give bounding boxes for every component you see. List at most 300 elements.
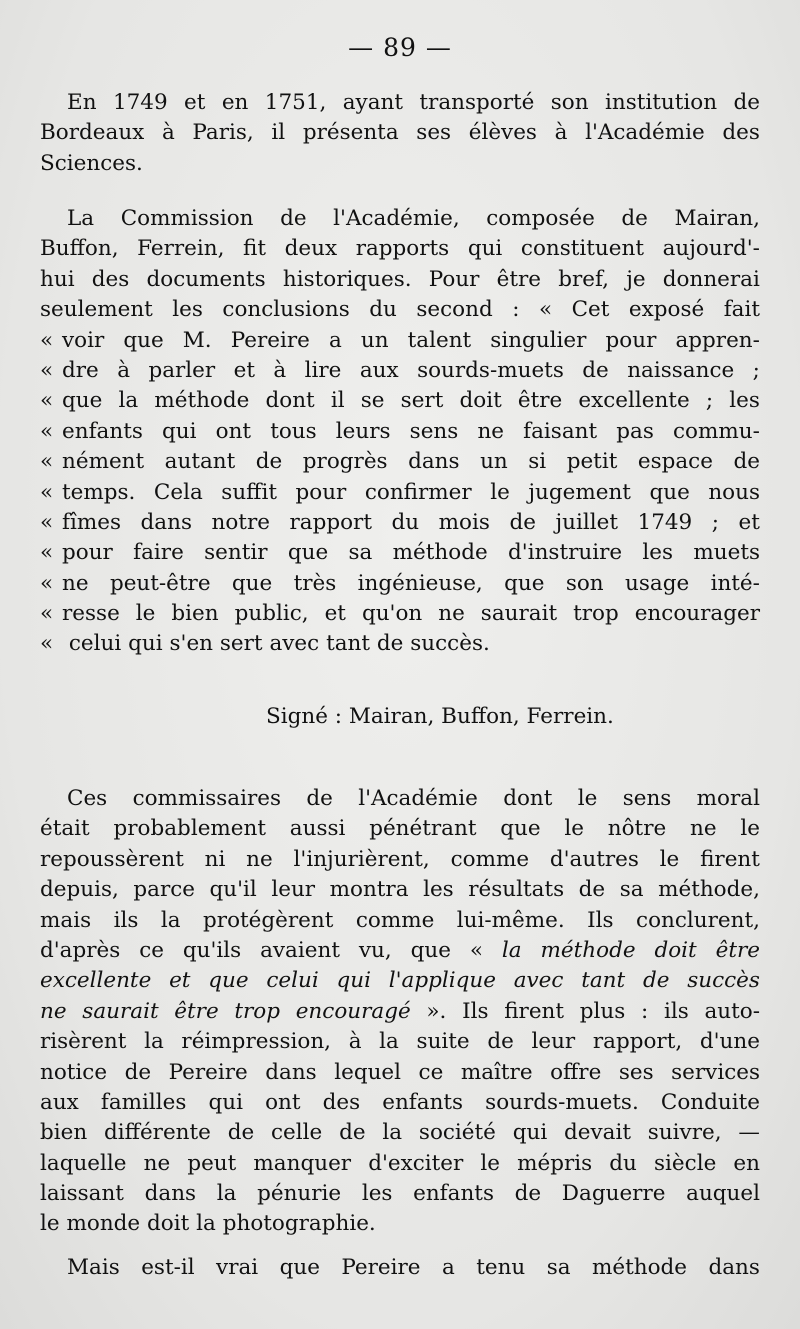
word: ; (705, 388, 714, 414)
text-line (40, 966, 760, 996)
word: les (729, 388, 760, 414)
word: qui (467, 236, 503, 262)
word: inté- (710, 570, 760, 596)
word: firent (700, 846, 760, 872)
word: maître (460, 1059, 533, 1085)
word: et (233, 357, 255, 383)
word: la (216, 1181, 237, 1207)
word: son (565, 570, 604, 596)
text-line (40, 1088, 760, 1118)
word: saurait (82, 998, 159, 1024)
word: que (279, 1255, 320, 1280)
word: voir (62, 327, 105, 353)
word: être (174, 998, 219, 1024)
word: de (255, 449, 283, 475)
word: la (118, 388, 139, 414)
word: conclusions (222, 297, 350, 323)
word: il (330, 388, 345, 414)
word: la (379, 1029, 399, 1055)
word: constituent (520, 236, 644, 262)
word: notice (40, 1059, 108, 1085)
guillemet-mark: « (40, 449, 54, 475)
word: Ils (462, 998, 489, 1024)
word: Buffon, (40, 236, 119, 262)
word: des (91, 266, 130, 292)
word: fîmes (62, 509, 121, 535)
word: pour (605, 327, 657, 353)
word: de (621, 206, 648, 231)
page-number: — 89 — (348, 33, 452, 62)
word: second (416, 297, 493, 323)
word: public, (234, 601, 309, 627)
word: rapport (289, 509, 372, 535)
word: le (480, 1150, 500, 1176)
word: encourager (634, 601, 760, 627)
word: auto- (704, 998, 760, 1024)
word: que (208, 968, 249, 994)
text-line (40, 204, 760, 234)
word: Pereire (168, 1059, 248, 1085)
word: mépris (517, 1150, 593, 1176)
word: l'Académie, (333, 206, 460, 231)
word: ne (143, 1150, 171, 1176)
word: commissaires (132, 786, 281, 811)
word: Sciences. (40, 150, 143, 176)
quoted-text (62, 478, 760, 508)
word: s'en (169, 631, 214, 657)
word: dans (140, 509, 192, 535)
word: probablement (113, 816, 267, 842)
text-line (40, 1149, 760, 1179)
word: du (391, 509, 420, 535)
word: laquelle (40, 1150, 127, 1176)
word: muets (693, 540, 760, 566)
word: la (382, 1120, 403, 1146)
word: plus (579, 998, 626, 1024)
word: à (554, 120, 568, 146)
word: avec (269, 631, 320, 657)
word: de (514, 1181, 542, 1207)
word: de (376, 631, 404, 657)
word: présenta (302, 120, 399, 146)
word: l'applique (388, 968, 496, 994)
word: que (231, 570, 273, 596)
word: être (517, 388, 563, 414)
word: Commission (120, 206, 254, 231)
word: les (172, 297, 203, 323)
word: de (227, 1120, 255, 1146)
word: 1751, (264, 90, 327, 115)
word: Cet (571, 297, 610, 323)
word: aux (359, 357, 399, 383)
text-line (40, 265, 760, 295)
word: l'Académie (585, 120, 705, 146)
word: de (306, 786, 333, 811)
word: Mairan, (674, 206, 760, 231)
word: moral (696, 786, 760, 811)
word: des (722, 120, 760, 146)
word: Pereire (341, 1255, 421, 1280)
word: parler (148, 357, 216, 383)
word: rapports (355, 236, 450, 262)
word: le (577, 786, 598, 811)
word: que (287, 540, 329, 566)
word: Cela (153, 479, 203, 505)
word: mois (438, 509, 490, 535)
word: et (184, 90, 206, 115)
word: ne (40, 998, 67, 1024)
word: offre (550, 1059, 602, 1085)
quoted-text (69, 629, 760, 659)
word: la (196, 1211, 216, 1237)
word: qu'il (209, 877, 257, 903)
paragraph-3-commissioners (40, 784, 760, 1240)
guillemet-mark: « (40, 570, 54, 596)
word: celle (271, 1120, 323, 1146)
guillemet-mark: « (40, 327, 54, 353)
guillemet-mark: « (40, 540, 54, 566)
word: repoussèrent (40, 846, 184, 872)
word: un (360, 327, 389, 353)
word: donnerai (662, 266, 760, 292)
word: des (322, 1089, 361, 1115)
text-line (40, 569, 760, 599)
text-line (40, 88, 760, 118)
word: Pereire (230, 327, 310, 353)
quoted-text (62, 417, 760, 447)
word: ne (62, 570, 89, 596)
word: qu'ils (182, 937, 242, 963)
word: leur (271, 877, 316, 903)
word: nous (708, 479, 760, 505)
word: avec (513, 968, 564, 994)
word: devait (564, 1120, 631, 1146)
word: méthode (540, 937, 636, 963)
word: historiques. (282, 266, 412, 292)
word: et (738, 509, 760, 535)
word: à (117, 357, 131, 383)
text-line (40, 447, 760, 477)
word: bien (40, 1120, 88, 1146)
text-line (40, 118, 760, 148)
word: Ferrein, (137, 236, 225, 262)
word: que (500, 816, 541, 842)
word: auquel (686, 1181, 760, 1207)
word: conclurent, (636, 907, 760, 933)
guillemet-mark: « (40, 601, 54, 627)
text-line (40, 295, 760, 325)
word: petit (566, 449, 618, 475)
word: de (509, 509, 536, 535)
word: ». (426, 998, 447, 1024)
word: l'Académie (358, 786, 478, 811)
quoted-text (62, 508, 760, 538)
paragraph-4 (40, 1253, 760, 1283)
word: montra (329, 877, 409, 903)
word: firent (504, 998, 565, 1024)
quoted-text (62, 326, 760, 356)
word: les (361, 1181, 393, 1207)
word: singulier (490, 327, 587, 353)
word: doit (147, 1211, 190, 1237)
word: qui (162, 418, 197, 444)
word: sourds-muets. (485, 1089, 639, 1115)
text-line (40, 784, 760, 814)
word: ingénieuse, (357, 570, 483, 596)
word: espace (637, 449, 713, 475)
word: faisant (523, 418, 598, 444)
quoted-text (62, 356, 760, 386)
signature-line: Signé : Mairan, Buffon, Ferrein. (266, 704, 614, 729)
word: En (67, 90, 97, 115)
word: Ils (587, 907, 614, 933)
word: Mais (67, 1255, 120, 1280)
word: Ces (67, 786, 108, 811)
word: qui (208, 1089, 244, 1115)
word: aussi (289, 816, 346, 842)
word: Pour (428, 266, 480, 292)
word: du (369, 297, 397, 323)
word: hui (40, 266, 75, 292)
word: se (360, 388, 385, 414)
text-line (40, 1253, 760, 1283)
word: ne (246, 846, 273, 872)
word: parce (133, 877, 195, 903)
word: comme (450, 846, 530, 872)
word: société (418, 1120, 496, 1146)
word: tant (581, 968, 626, 994)
word: lui-même. (456, 907, 565, 933)
word: le (659, 846, 680, 872)
word: 1749 (637, 509, 693, 535)
word: seulement (40, 297, 153, 323)
text-line (40, 814, 760, 844)
word: faire (133, 540, 184, 566)
word: d'une (699, 1029, 760, 1055)
word: d'instruire (508, 540, 623, 566)
word: bien (171, 601, 219, 627)
word: a (441, 1255, 455, 1280)
text-line (40, 1209, 760, 1239)
word: : (512, 297, 520, 323)
word: de (582, 357, 609, 383)
word: nément (62, 449, 145, 475)
word: excellente (578, 388, 690, 414)
word: ont (265, 1089, 301, 1115)
word: ; (752, 357, 760, 383)
word: dans (265, 1059, 317, 1085)
word: ni (204, 846, 226, 872)
word: à (348, 1029, 362, 1055)
word: vu, (358, 937, 392, 963)
text-line (40, 234, 760, 264)
word: enfants (62, 418, 143, 444)
word: si (528, 449, 547, 475)
word: tenu (476, 1255, 526, 1280)
quoted-text (62, 447, 760, 477)
text-line (40, 1179, 760, 1209)
word: juillet (555, 509, 618, 535)
word: de (124, 1059, 152, 1085)
word: 1749 (112, 90, 168, 115)
word: appren- (675, 327, 760, 353)
word: était (40, 816, 90, 842)
word: familles (100, 1089, 187, 1115)
word: laissant (40, 1181, 124, 1207)
word: ses (618, 1059, 654, 1085)
word: avaient (260, 937, 340, 963)
word: de (733, 90, 760, 115)
word: saurait (480, 601, 558, 627)
word: que (504, 570, 545, 596)
word: Paris, (192, 120, 254, 146)
word: ne (438, 601, 465, 627)
text-line (40, 1118, 760, 1148)
word: sens (409, 418, 459, 444)
word: que (123, 327, 164, 353)
word: qui (512, 1120, 548, 1146)
word: transporté (419, 90, 535, 115)
word: qui (128, 631, 163, 657)
word: vrai (216, 1255, 259, 1280)
word: je (626, 266, 646, 292)
guillemet-mark: « (40, 479, 54, 505)
word: ce (139, 937, 164, 963)
word: un (480, 449, 508, 475)
word: sa (348, 540, 373, 566)
text-line (40, 326, 760, 356)
quoted-text (62, 569, 760, 599)
word: doit (459, 388, 502, 414)
word: la (501, 937, 522, 963)
word: : (641, 998, 649, 1024)
text-line (40, 875, 760, 905)
word: jugement (528, 479, 631, 505)
word: sert (400, 388, 444, 414)
word: celui (68, 631, 122, 657)
word: documents (146, 266, 266, 292)
text-line (40, 149, 760, 179)
word: ce (418, 1059, 444, 1085)
word: protégèrent (203, 907, 334, 933)
word: — (738, 1120, 760, 1146)
word: le (490, 479, 510, 505)
word: résultats (468, 877, 565, 903)
word: de (487, 1029, 514, 1055)
word: que (62, 388, 103, 414)
text-line (40, 845, 760, 875)
word: à (273, 357, 287, 383)
word: exposé (628, 297, 705, 323)
word: suite (416, 1029, 470, 1055)
word: trop (573, 601, 619, 627)
word: sert (219, 631, 263, 657)
word: doit (654, 937, 697, 963)
word: « (538, 297, 553, 323)
text-line (40, 538, 760, 568)
word: de (280, 206, 307, 231)
word: depuis, (40, 877, 119, 903)
word: pénétrant (369, 816, 477, 842)
word: élèves (468, 120, 537, 146)
quoted-text (62, 386, 760, 416)
word: aux (40, 1089, 79, 1115)
word: la (160, 907, 181, 933)
word: dont (503, 786, 553, 811)
word: mais (40, 907, 92, 933)
word: La (67, 206, 95, 231)
word: talent (407, 327, 472, 353)
word: trop (234, 998, 280, 1024)
word: ayant (342, 90, 404, 115)
word: être (715, 937, 760, 963)
word: progrès (302, 449, 388, 475)
word: composée (486, 206, 595, 231)
word: dans (408, 449, 460, 475)
word: qui (336, 968, 371, 994)
word: il (271, 120, 286, 146)
word: très (293, 570, 337, 596)
word: le (40, 1211, 60, 1237)
word: en (221, 90, 249, 115)
word: Bordeaux (40, 120, 145, 146)
text-line (40, 629, 760, 659)
word: commu- (673, 418, 760, 444)
word: pas (616, 418, 654, 444)
word: méthode (392, 540, 488, 566)
word: réimpression, (181, 1029, 332, 1055)
word: que (649, 479, 690, 505)
word: rapport, (592, 1029, 683, 1055)
word: bref, (558, 266, 610, 292)
word: ont (215, 418, 252, 444)
word: sentir (204, 540, 268, 566)
word: deux (284, 236, 338, 262)
word: usage (625, 570, 690, 596)
word: d'autres (549, 846, 639, 872)
word: en (733, 1150, 760, 1176)
word: sens (622, 786, 672, 811)
word: ne (477, 418, 505, 444)
word: Conduite (660, 1089, 760, 1115)
word: a (328, 327, 342, 353)
paragraph-1 (40, 88, 760, 179)
word: méthode (154, 388, 250, 414)
word: être (496, 266, 542, 292)
word: services (671, 1059, 760, 1085)
word: excellente (40, 968, 152, 994)
word: de (578, 877, 606, 903)
word: institution (604, 90, 718, 115)
word: enfants (382, 1089, 464, 1115)
word: lequel (334, 1059, 402, 1085)
word: du (609, 1150, 637, 1176)
word: ne (689, 816, 717, 842)
word: le (740, 816, 760, 842)
word: suivre, (647, 1120, 722, 1146)
guillemet-mark: « (40, 509, 54, 535)
word: ; (711, 509, 720, 535)
word: de (642, 968, 670, 994)
word: Daguerre (561, 1181, 666, 1207)
word: le (135, 601, 156, 627)
word: dont (265, 388, 315, 414)
word: nôtre (607, 816, 667, 842)
guillemet-mark: « (40, 357, 54, 383)
word: méthode (592, 1255, 688, 1280)
word: succès (687, 968, 760, 994)
word: celui (266, 968, 319, 994)
